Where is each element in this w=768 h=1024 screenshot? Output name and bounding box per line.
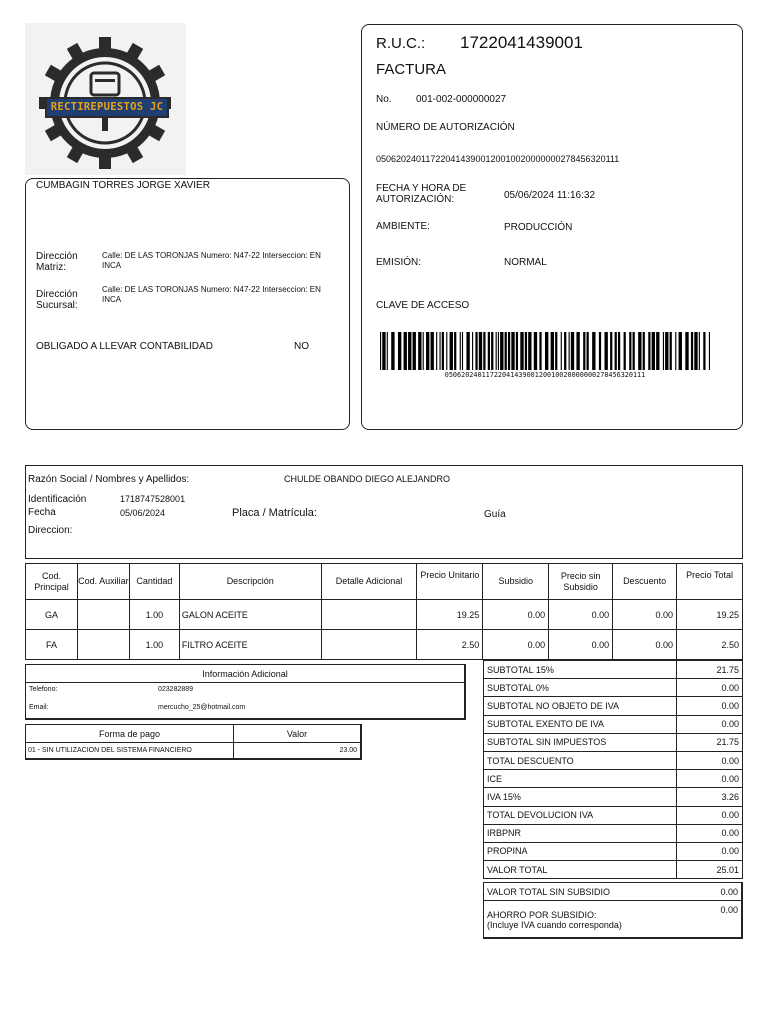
total-value: 25.01 [677, 861, 743, 879]
direccion-sucursal: Calle: DE LAS TORONJAS Numero: N47-22 Interseccion: EN INCA [102, 285, 321, 304]
barcode-bar [528, 332, 531, 370]
fecha-label-line2: AUTORIZACIÓN: [376, 194, 455, 205]
barcode-bar [442, 332, 444, 370]
barcode-bar [516, 332, 518, 370]
barcode-bar [491, 332, 493, 370]
barcode-bar [534, 332, 537, 370]
ambiente-label: AMBIENTE: [376, 221, 430, 232]
cell-detalle [321, 600, 417, 630]
ahorro-label [487, 910, 622, 930]
total-label: ICE [484, 770, 677, 788]
barcode [380, 332, 710, 372]
total-label: SUBTOTAL SIN IMPUESTOS [484, 733, 677, 751]
direccion-sucursal-label: Dirección Sucursal: [36, 289, 78, 311]
total-label: PROPINA [484, 842, 677, 860]
barcode-bar [496, 332, 497, 370]
items-header-row [26, 564, 743, 600]
barcode-bar [604, 332, 607, 370]
direccion-label: Direccion: [28, 525, 73, 536]
cell-precio-total: 2.50 [677, 630, 743, 660]
total-label: VALOR TOTAL [484, 861, 677, 879]
barcode-bar [418, 332, 421, 370]
barcode-bar [520, 332, 523, 370]
barcode-bar [709, 332, 710, 370]
cell-descripcion: GALON ACEITE [179, 600, 321, 630]
info-adicional-title: Información Adicional [26, 665, 464, 683]
cell-cantidad: 1.00 [129, 630, 179, 660]
forma-pago: 01 - SIN UTILIZACION DEL SISTEMA FINANCIERO [26, 743, 234, 759]
barcode-bar [670, 332, 672, 370]
buyer-box [25, 465, 743, 559]
barcode-bar [454, 332, 456, 370]
barcode-bar [423, 332, 424, 370]
total-label: TOTAL DESCUENTO [484, 751, 677, 769]
total-label: TOTAL DEVOLUCION IVA [484, 806, 677, 824]
total-label: SUBTOTAL 0% [484, 679, 677, 697]
identificacion: 1718747528001 [120, 494, 186, 504]
razon-social: CHULDE OBANDO DIEGO ALEJANDRO [284, 474, 451, 484]
total-value: 21.75 [677, 661, 743, 679]
cell-precio-unitario: 2.50 [417, 630, 483, 660]
autorizacion-number: 0506202401172204143900120010020000000278456320111 [376, 154, 620, 164]
total-row [484, 751, 743, 769]
barcode-bar [685, 332, 688, 370]
total-label: IVA 15% [484, 788, 677, 806]
barcode-bar [460, 332, 461, 370]
barcode-bar [450, 332, 453, 370]
col-subsidio: Subsidio [483, 564, 549, 600]
barcode-bar [404, 332, 407, 370]
col-precio-sin-subsidio: Precio sin Subsidio [549, 564, 613, 600]
total-value: 21.75 [677, 733, 743, 751]
barcode-bar [391, 332, 394, 370]
barcode-bar [691, 332, 693, 370]
total-row [484, 861, 743, 879]
logo-text: RECTIREPUESTOS JC [45, 97, 169, 118]
col-precio-unitario: Precio Unitario [417, 564, 483, 600]
fecha-label-line1: FECHA Y HORA DE [376, 183, 467, 194]
barcode-bar [505, 332, 507, 370]
fecha-autorizacion: 05/06/2024 11:16:32 [504, 190, 596, 201]
barcode-bar [413, 332, 416, 370]
table-row [26, 600, 743, 630]
barcode-bar [583, 332, 585, 370]
ahorro-label-line2: (Incluye IVA cuando corresponda) [487, 920, 622, 930]
payment-table [25, 724, 362, 760]
fecha-label: Fecha [28, 507, 56, 518]
barcode-bar [446, 332, 447, 370]
subsidy-box [483, 882, 743, 939]
cell-descripcion: FILTRO ACEITE [179, 630, 321, 660]
barcode-bar [398, 332, 401, 370]
barcode-bar [436, 332, 437, 370]
cell-subsidio: 0.00 [483, 630, 549, 660]
barcode-bar [699, 332, 700, 370]
barcode-bar [587, 332, 589, 370]
total-row [484, 733, 743, 751]
guia-label: Guía [484, 509, 506, 520]
barcode-bar [498, 332, 499, 370]
email-label: Email: [29, 704, 49, 711]
barcode-bar [633, 332, 635, 370]
email: mercucho_25@hotmail.com [158, 704, 246, 711]
total-row [484, 715, 743, 733]
invoice-number: 001-002-000000027 [416, 94, 507, 105]
barcode-bar [652, 332, 655, 370]
cell-cod-principal: GA [26, 600, 78, 630]
ruc-label: R.U.C.: [376, 35, 426, 52]
barcode-bar [615, 332, 617, 370]
barcode-bar [624, 332, 626, 370]
ambiente-value: PRODUCCIÓN [504, 222, 573, 233]
total-row [484, 824, 743, 842]
total-label: SUBTOTAL 15% [484, 661, 677, 679]
total-value: 0.00 [677, 842, 743, 860]
ahorro-value: 0.00 [720, 905, 738, 915]
cell-cod-principal: FA [26, 630, 78, 660]
barcode-bar [638, 332, 641, 370]
total-value: 0.00 [677, 697, 743, 715]
barcode-bar [462, 332, 463, 370]
total-value: 0.00 [677, 751, 743, 769]
valor-header: Valor [234, 725, 362, 743]
barcode-bar [643, 332, 645, 370]
total-label: IRBPNR [484, 824, 677, 842]
doc-type: FACTURA [376, 61, 447, 78]
cell-descuento: 0.00 [613, 630, 677, 660]
barcode-bar [525, 332, 527, 370]
barcode-bar [426, 332, 429, 370]
total-value: 0.00 [677, 770, 743, 788]
cell-cod-auxiliar [77, 600, 129, 630]
barcode-bar [466, 332, 469, 370]
clave-acceso-label: CLAVE DE ACCESO [376, 300, 470, 311]
barcode-bar [610, 332, 612, 370]
barcode-bar [629, 332, 631, 370]
barcode-bar [703, 332, 705, 370]
invoice-number-label: No. [376, 94, 392, 105]
barcode-bar [488, 332, 490, 370]
total-value: 3.26 [677, 788, 743, 806]
barcode-bar [475, 332, 477, 370]
table-row [26, 630, 743, 660]
col-descuento: Descuento [613, 564, 677, 600]
barcode-bar [679, 332, 682, 370]
cell-precio-sin-subsidio: 0.00 [549, 600, 613, 630]
col-precio-total: Precio Total [677, 564, 743, 600]
emision-value: NORMAL [504, 257, 547, 268]
total-label: SUBTOTAL EXENTO DE IVA [484, 715, 677, 733]
total-row [484, 770, 743, 788]
total-row [484, 788, 743, 806]
totals-table [483, 660, 743, 879]
total-value: 0.00 [677, 806, 743, 824]
placa-label: Placa / Matrícula: [232, 507, 317, 519]
barcode-bar [500, 332, 503, 370]
barcode-bar [551, 332, 554, 370]
total-value: 0.00 [677, 824, 743, 842]
telefono-label: Telefono: [29, 686, 58, 693]
total-row [484, 679, 743, 697]
barcode-bar [663, 332, 664, 370]
emision-label: EMISIÓN: [376, 257, 422, 268]
barcode-bar [569, 332, 570, 370]
total-row [484, 697, 743, 715]
forma-pago-header: Forma de pago [26, 725, 234, 743]
cell-precio-total: 19.25 [677, 600, 743, 630]
sin-subsidio-label: VALOR TOTAL SIN SUBSIDIO [487, 887, 611, 897]
direccion-matriz: Calle: DE LAS TORONJAS Numero: N47-22 Interseccion: EN INCA [102, 251, 321, 270]
ahorro-label-line1: AHORRO POR SUBSIDIO: [487, 910, 597, 920]
fecha-autorizacion-label [376, 183, 466, 205]
barcode-bar [439, 332, 440, 370]
barcode-bar [545, 332, 548, 370]
contabilidad-value: NO [294, 341, 309, 352]
identificacion-label: Identificación [28, 494, 87, 505]
cell-precio-sin-subsidio: 0.00 [549, 630, 613, 660]
col-cod-principal: Cod. Principal [26, 564, 78, 600]
col-descripcion: Descripción [179, 564, 321, 600]
col-cantidad: Cantidad [129, 564, 179, 600]
col-cod-auxiliar: Cod. Auxiliar [77, 564, 129, 600]
barcode-bar [675, 332, 676, 370]
total-label: SUBTOTAL NO OBJETO DE IVA [484, 697, 677, 715]
cell-precio-unitario: 19.25 [417, 600, 483, 630]
fecha-emision: 05/06/2024 [120, 508, 166, 518]
barcode-bar [665, 332, 668, 370]
col-detalle-adicional: Detalle Adicional [321, 564, 417, 600]
barcode-bar [576, 332, 579, 370]
telefono: 023282889 [158, 686, 194, 693]
info-adicional-box [25, 664, 466, 720]
barcode-bar [561, 332, 562, 370]
barcode-bar [431, 332, 434, 370]
barcode-bar [592, 332, 595, 370]
barcode-bar [479, 332, 482, 370]
clave-acceso-number: 0506202401172204143900120010020000000278456320111 [444, 371, 646, 379]
total-value: 0.00 [677, 715, 743, 733]
company-logo [25, 23, 186, 175]
contabilidad-label: OBLIGADO A LLEVAR CONTABILIDAD [36, 341, 213, 352]
barcode-bar [618, 332, 620, 370]
total-row [484, 661, 743, 679]
sin-subsidio-value: 0.00 [720, 887, 738, 897]
total-value: 0.00 [677, 679, 743, 697]
barcode-bar [599, 332, 601, 370]
razon-social-label: Razón Social / Nombres y Apellidos: [28, 474, 190, 485]
barcode-bar [472, 332, 473, 370]
barcode-bar [656, 332, 659, 370]
barcode-bar [648, 332, 650, 370]
issuer-name: CUMBAGIN TORRES JORGE XAVIER [36, 180, 210, 191]
barcode-bar [555, 332, 557, 370]
issuer-box [25, 178, 350, 430]
barcode-bar [387, 332, 388, 370]
cell-descuento: 0.00 [613, 600, 677, 630]
valor-pago: 23.00 [234, 743, 362, 759]
barcode-bar [483, 332, 485, 370]
cell-subsidio: 0.00 [483, 600, 549, 630]
cell-cantidad: 1.00 [129, 600, 179, 630]
barcode-bar [382, 332, 385, 370]
barcode-bar [511, 332, 514, 370]
barcode-bar [508, 332, 510, 370]
barcode-bar [408, 332, 411, 370]
direccion-matriz-label: Dirección Matriz: [36, 251, 78, 273]
cell-detalle [321, 630, 417, 660]
invoice-header-box [361, 24, 743, 430]
barcode-bar [380, 332, 381, 370]
cell-cod-auxiliar [77, 630, 129, 660]
items-table [25, 563, 743, 660]
total-row [484, 842, 743, 860]
barcode-bar [694, 332, 697, 370]
total-row [484, 806, 743, 824]
barcode-bar [564, 332, 566, 370]
barcode-bar [571, 332, 574, 370]
barcode-bar [539, 332, 541, 370]
autorizacion-label: NÚMERO DE AUTORIZACIÓN [376, 122, 515, 133]
ruc-value: 1722041439001 [460, 33, 583, 52]
